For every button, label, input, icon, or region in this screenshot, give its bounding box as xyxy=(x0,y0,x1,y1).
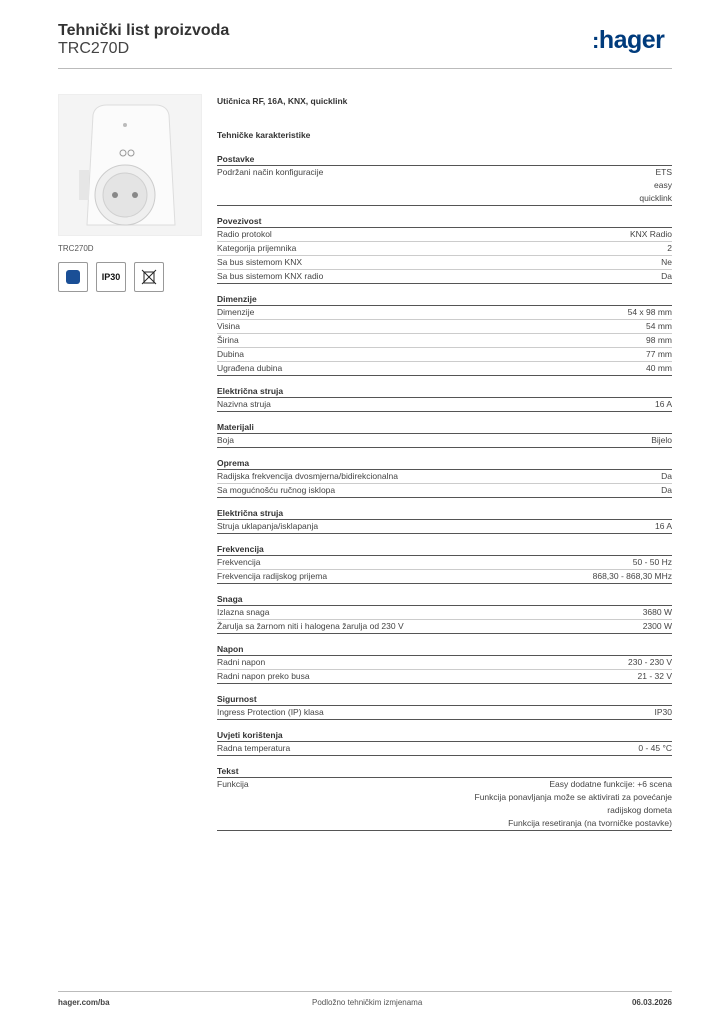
spec-section xyxy=(217,508,672,534)
spec-section xyxy=(217,422,672,448)
hager-logo: :hager xyxy=(592,26,665,54)
spec-content xyxy=(217,96,672,841)
spec-value-line: 98 mm xyxy=(646,335,672,345)
spec-value-line: 21 - 32 V xyxy=(637,671,672,681)
spec-value xyxy=(646,362,672,375)
spec-value-line: KNX Radio xyxy=(629,229,672,239)
spec-label: Nazivna struja xyxy=(217,399,271,409)
spec-row xyxy=(217,320,672,334)
spec-label: Sa bus sistemom KNX xyxy=(217,257,303,267)
spec-section xyxy=(217,694,672,720)
socket-image xyxy=(59,95,201,235)
spec-section xyxy=(217,216,672,284)
spec-value xyxy=(628,306,672,319)
spec-value-line: Easy dodatne funkcije: +6 scena xyxy=(549,779,672,789)
footer-website[interactable]: hager.com/ba xyxy=(58,998,110,1007)
spec-value-line: Da xyxy=(661,485,672,495)
spec-row xyxy=(217,256,672,270)
spec-value-line: 16 A xyxy=(654,521,672,531)
section-title: Sigurnost xyxy=(217,694,672,706)
spec-value xyxy=(638,742,672,755)
spec-row xyxy=(217,742,672,756)
photo-caption: TRC270D xyxy=(58,244,94,253)
spec-value-line: 230 - 230 V xyxy=(628,657,672,667)
section-title: Električna struja xyxy=(217,508,672,520)
spec-value xyxy=(475,778,673,830)
spec-section xyxy=(217,644,672,684)
spec-row xyxy=(217,556,672,570)
logo-text: hager xyxy=(598,26,665,54)
spec-value xyxy=(661,484,672,497)
spec-value-line: easy xyxy=(654,180,672,190)
spec-value xyxy=(643,620,672,633)
spec-value xyxy=(593,570,672,583)
spec-value-line: radijskog dometa xyxy=(607,805,672,815)
spec-value-line: 77 mm xyxy=(646,349,672,359)
spec-value-line: Funkcija ponavljanja može se aktivirati za povećanje xyxy=(474,792,672,802)
tech-heading: Tehničke karakteristike xyxy=(217,130,311,140)
spec-row xyxy=(217,228,672,242)
spec-row xyxy=(217,348,672,362)
quicklink-icon xyxy=(58,262,88,292)
spec-value xyxy=(633,556,672,569)
spec-label: Frekvencija radijskog prijema xyxy=(217,571,328,581)
section-title: Snaga xyxy=(217,594,672,606)
product-name: Utičnica RF, 16A, KNX, quicklink xyxy=(217,96,348,106)
spec-value xyxy=(646,334,672,347)
spec-row xyxy=(217,242,672,256)
spec-section xyxy=(217,766,672,831)
spec-label: Dubina xyxy=(217,349,244,359)
spec-value-line: 54 mm xyxy=(646,321,672,331)
section-title: Oprema xyxy=(217,458,672,470)
spec-label: Funkcija xyxy=(217,779,249,789)
spec-label: Izlazna snaga xyxy=(217,607,270,617)
spec-value-line: Da xyxy=(661,271,672,281)
spec-row xyxy=(217,656,672,670)
spec-label: Radni napon xyxy=(217,657,266,667)
spec-section xyxy=(217,544,672,584)
spec-row xyxy=(217,470,672,484)
spec-label: Boja xyxy=(217,435,235,445)
spec-value-line: Funkcija resetiranja (na tvorničke postavke) xyxy=(508,818,672,828)
spec-value xyxy=(661,470,672,483)
spec-value xyxy=(655,398,672,411)
spec-value-line: 0 - 45 °C xyxy=(638,743,672,753)
spec-label: Ingress Protection (IP) klasa xyxy=(217,707,324,717)
section-title: Frekvencija xyxy=(217,544,672,556)
spec-label: Ugrađena dubina xyxy=(217,363,283,373)
section-title: Uvjeti korištenja xyxy=(217,730,672,742)
spec-label: Radio protokol xyxy=(217,229,272,239)
spec-value-line: Ne xyxy=(661,257,672,267)
spec-section xyxy=(217,154,672,206)
spec-row xyxy=(217,778,672,831)
spec-value xyxy=(643,606,672,619)
spec-row xyxy=(217,398,672,412)
spec-row xyxy=(217,570,672,584)
spec-value-line: Bijelo xyxy=(651,435,672,445)
spec-value xyxy=(638,670,673,683)
spec-value xyxy=(655,520,672,533)
spec-label: Kategorija prijemnika xyxy=(217,243,297,253)
spec-value xyxy=(667,242,672,255)
spec-row xyxy=(217,270,672,284)
section-title: Materijali xyxy=(217,422,672,434)
spec-section xyxy=(217,294,672,376)
section-title: Postavke xyxy=(217,154,672,166)
spec-value-line: 54 x 98 mm xyxy=(627,307,672,317)
spec-label: Struja uklapanja/isklapanja xyxy=(217,521,319,531)
spec-label: Radna temperatura xyxy=(217,743,291,753)
spec-value-line: 2300 W xyxy=(642,621,672,631)
spec-label: Žarulja sa žarnom niti i halogena žarulja od 230 V xyxy=(217,621,404,631)
spec-value-line: 50 - 50 Hz xyxy=(632,557,672,567)
spec-value xyxy=(646,348,672,361)
spec-value xyxy=(661,256,672,269)
section-title: Dimenzije xyxy=(217,294,672,306)
spec-value-line: IP30 xyxy=(654,707,672,717)
section-title: Napon xyxy=(217,644,672,656)
spec-row xyxy=(217,334,672,348)
spec-value-line: ETS xyxy=(655,167,672,177)
spec-value-line: quicklink xyxy=(639,193,672,203)
spec-row xyxy=(217,606,672,620)
spec-value xyxy=(639,166,672,205)
header-divider xyxy=(58,68,672,69)
ip-rating-badge: IP30 xyxy=(96,262,126,292)
spec-row xyxy=(217,166,672,206)
product-photo xyxy=(58,94,202,236)
spec-value-line: Da xyxy=(661,471,672,481)
spec-value xyxy=(646,320,672,333)
spec-label: Visina xyxy=(217,321,240,331)
certification-icons xyxy=(58,262,164,292)
spec-row xyxy=(217,306,672,320)
spec-row xyxy=(217,434,672,448)
spec-value-line: 3680 W xyxy=(642,607,672,617)
spec-row xyxy=(217,520,672,534)
spec-label: Dimenzije xyxy=(217,307,255,317)
spec-section xyxy=(217,458,672,498)
spec-value xyxy=(651,434,672,447)
spec-section xyxy=(217,386,672,412)
spec-row xyxy=(217,670,672,684)
spec-label: Sa bus sistemom KNX radio xyxy=(217,271,324,281)
spec-label: Podržani način konfiguracije xyxy=(217,167,324,177)
spec-label: Frekvencija xyxy=(217,557,261,567)
page-title: Tehnički list proizvoda xyxy=(58,22,230,39)
spec-value xyxy=(628,656,672,669)
section-title: Električna struja xyxy=(217,386,672,398)
spec-section xyxy=(217,730,672,756)
spec-row xyxy=(217,620,672,634)
spec-row xyxy=(217,362,672,376)
spec-value-line: 2 xyxy=(667,243,672,253)
section-title: Tekst xyxy=(217,766,672,778)
section-title: Povezivost xyxy=(217,216,672,228)
spec-value-line: 16 A xyxy=(654,399,672,409)
spec-value xyxy=(655,706,673,719)
spec-label: Radni napon preko busa xyxy=(217,671,310,681)
footer-date: 06.03.2026 xyxy=(631,998,672,1007)
spec-value-line: 868,30 - 868,30 MHz xyxy=(592,571,672,581)
spec-sections xyxy=(217,154,672,831)
spec-value-line: 40 mm xyxy=(646,363,672,373)
spec-section xyxy=(217,594,672,634)
footer-divider xyxy=(58,991,672,992)
product-code: TRC270D xyxy=(58,40,130,57)
spec-row xyxy=(217,484,672,498)
weee-icon xyxy=(134,262,164,292)
spec-label: Sa mogućnošću ručnog isklopa xyxy=(217,485,336,495)
footer-disclaimer: Podložno tehničkim izmjenama xyxy=(312,998,423,1007)
spec-row xyxy=(217,706,672,720)
spec-value xyxy=(630,228,672,241)
spec-label: Širina xyxy=(217,335,239,345)
spec-label: Radijska frekvencija dvosmjerna/bidirekcionalna xyxy=(217,471,398,481)
spec-value xyxy=(661,270,672,283)
